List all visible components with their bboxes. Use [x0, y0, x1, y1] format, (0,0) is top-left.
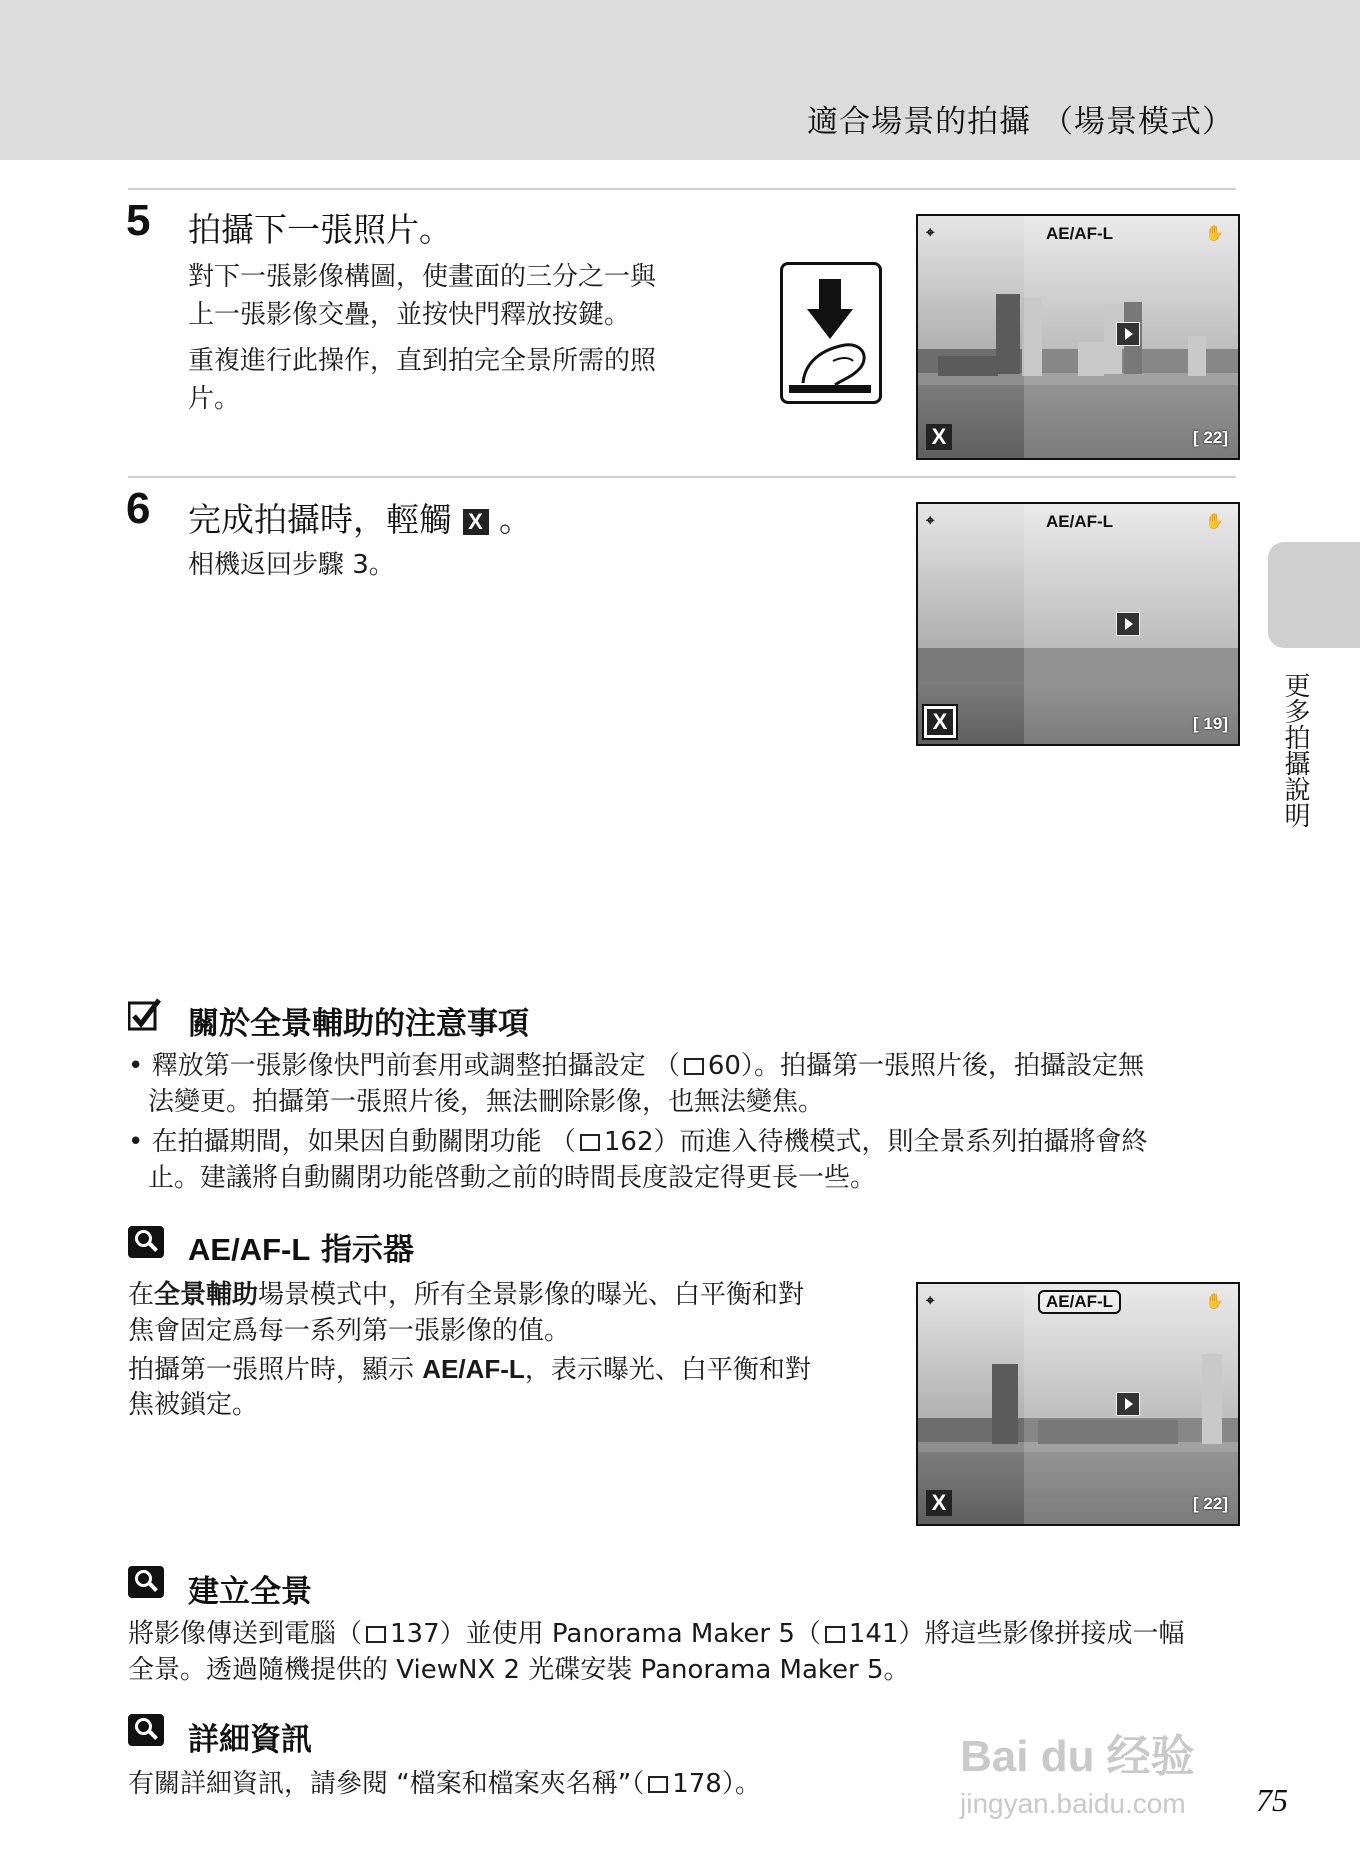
watermark-logo-text: Bai du 经验 — [960, 1732, 1195, 1781]
vibration-reduction-icon: ✋ — [1205, 513, 1224, 530]
aeaf-p1-pre: 在 — [128, 1280, 155, 1310]
aeaf-paragraph-1 — [128, 1276, 804, 1314]
create-panorama-line-2: 全景。透過隨機提供的 ViewNX 2 光碟安裝 Panorama Maker 5。 — [128, 1655, 910, 1685]
panorama-mode-icon: ⌖ — [926, 512, 935, 529]
more-info-title: 詳細資訊 — [188, 1722, 312, 1758]
note-bullet-2-line-2: 止。建議將自動關閉功能啓動之前的時間長度設定得更長一些。 — [148, 1163, 877, 1193]
page-ref: 141 — [848, 1619, 899, 1649]
step-6-title-text: 完成拍攝時，輕觸 — [188, 500, 452, 539]
aeaf-title-rest: 指示器 — [310, 1232, 415, 1268]
play-direction-icon — [1116, 1392, 1140, 1416]
note-bullet-1: • 釋放第一張影像快門前套用或調整拍攝設定 （ 60）。拍攝第一張照片後，拍攝設定無 — [128, 1051, 1144, 1081]
step-5-title: 拍攝下一張照片。 — [188, 210, 452, 249]
aeaf-indicator-locked: AE/AF-L — [1038, 1290, 1121, 1314]
more-info-line — [128, 1766, 761, 1802]
end-panorama-button[interactable]: X — [926, 424, 952, 450]
note-bullet-2: • 在拍攝期間，如果因自動關閉功能 （ 162）而進入待機模式，則全景系列拍攝將會終 — [128, 1127, 1148, 1157]
camera-screen-step-6 — [916, 502, 1240, 746]
x-icon: X — [463, 509, 489, 535]
book-icon — [648, 1776, 668, 1793]
aeaf-p2-post: ，表示曝光、白平衡和對 — [524, 1355, 811, 1385]
page-ref: 137 — [390, 1619, 440, 1649]
shots-remaining: [ 19] — [1193, 714, 1228, 733]
note-bullet-1-line-2: 法變更。拍攝第一張照片後，無法刪除影像，也無法變焦。 — [148, 1087, 825, 1117]
page-ref: 162 — [603, 1127, 654, 1157]
page-header-title: 適合場景的拍攝 （場景模式） — [807, 104, 1234, 140]
tip-magnifier-icon — [128, 1566, 164, 1598]
aeaf-label: AE/AF-L — [422, 1354, 525, 1384]
aeaf-p1-bold: 全景輔助 — [154, 1280, 259, 1310]
end-panorama-button[interactable]: X — [924, 706, 956, 738]
cp-text-c: ）將這些影像拼接成一幅 — [898, 1619, 1185, 1649]
checkmark-icon — [128, 998, 162, 1032]
step-5-number: 5 — [126, 196, 151, 245]
book-icon — [825, 1626, 845, 1643]
aeaf-indicator: AE/AF-L — [1046, 512, 1114, 531]
side-tab-label: 更多拍攝說明 — [1280, 672, 1310, 828]
step-6-body: 相機返回步驟 3。 — [188, 550, 395, 580]
book-icon — [366, 1626, 386, 1643]
panorama-mode-icon: ⌖ — [926, 224, 935, 241]
note-b1-text-2: ）。拍攝第一張照片後，拍攝設定無 — [740, 1051, 1144, 1081]
note-title: 關於全景輔助的注意事項 — [188, 1006, 529, 1042]
step-5-line-4: 片。 — [188, 384, 241, 414]
camera-screen-step-5 — [916, 214, 1240, 460]
step-6-number: 6 — [126, 484, 151, 533]
cp-text-b: ）並使用 Panorama Maker 5（ — [439, 1619, 821, 1649]
page-number: 75 — [1256, 1782, 1288, 1818]
step-5-line-3: 重複進行此操作，直到拍完全景所需的照 — [188, 346, 657, 376]
tip-magnifier-icon — [128, 1714, 164, 1746]
book-icon — [580, 1134, 600, 1151]
aeaf-section-title — [188, 1224, 414, 1269]
panorama-mode-icon: ⌖ — [926, 1292, 935, 1309]
page-ref: 178 — [672, 1769, 722, 1799]
book-icon — [684, 1058, 704, 1075]
page-ref: 60 — [707, 1051, 741, 1081]
aeaf-p2-pre: 拍攝第一張照片時，顯示 — [128, 1355, 423, 1385]
play-direction-icon — [1116, 322, 1140, 346]
step-5-line-1: 對下一張影像構圖，使畫面的三分之一與 — [188, 262, 657, 292]
end-panorama-button[interactable]: X — [926, 1490, 952, 1516]
vibration-reduction-icon: ✋ — [1205, 1293, 1224, 1310]
mi-text-b: ）。 — [721, 1769, 761, 1799]
aeaf-indicator: AE/AF-L — [1046, 224, 1114, 243]
side-tab — [1268, 542, 1360, 648]
tip-magnifier-icon — [128, 1226, 164, 1258]
cp-text-a: 將影像傳送到電腦（ — [128, 1619, 363, 1649]
aeaf-paragraph-2-line-2: 焦被鎖定。 — [128, 1390, 259, 1420]
mi-text-a: 有關詳細資訊，請參閱 “檔案和檔案夾名稱”（ — [128, 1769, 645, 1799]
shots-remaining: [ 22] — [1193, 1494, 1228, 1513]
create-panorama-line-1 — [128, 1616, 1185, 1652]
step-6-title — [188, 494, 532, 541]
note-b2-text: 在拍攝期間，如果因自動關閉功能 （ — [151, 1127, 576, 1157]
aeaf-paragraph-1-line-2: 焦會固定爲每一系列第一張影像的值。 — [128, 1316, 571, 1346]
camera-screen-aeaf — [916, 1282, 1240, 1526]
shots-remaining: [ 22] — [1193, 428, 1228, 447]
baidu-watermark — [960, 1680, 1290, 1840]
step-6-title-end: 。 — [499, 500, 532, 539]
aeaf-p1-post: 場景模式中，所有全景影像的曝光、白平衡和對 — [258, 1280, 805, 1310]
press-finger-icon — [783, 265, 879, 401]
watermark-url: jingyan.baidu.com — [960, 1788, 1186, 1819]
aeaf-label: AE/AF-L — [188, 1232, 311, 1267]
step-5-line-2: 上一張影像交疊，並按快門釋放按鍵。 — [188, 300, 631, 330]
vibration-reduction-icon: ✋ — [1205, 225, 1224, 242]
aeaf-paragraph-2 — [128, 1350, 811, 1389]
shutter-press-illustration — [780, 262, 882, 404]
note-b1-text: 釋放第一張影像快門前套用或調整拍攝設定 （ — [151, 1051, 680, 1081]
play-direction-icon — [1116, 612, 1140, 636]
divider — [128, 188, 1236, 190]
note-b2-text-2: ）而進入待機模式，則全景系列拍攝將會終 — [653, 1127, 1148, 1157]
create-panorama-title: 建立全景 — [188, 1574, 312, 1610]
divider — [128, 476, 1236, 478]
